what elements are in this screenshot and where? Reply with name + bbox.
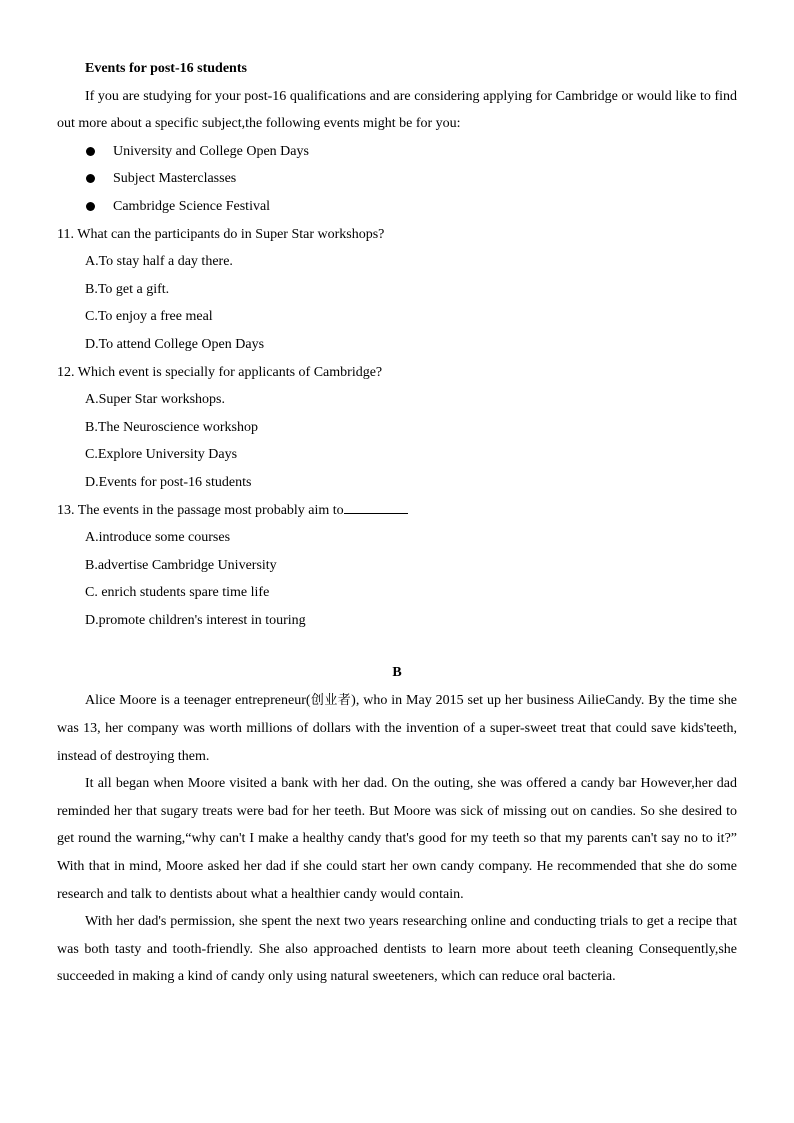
bullet-dot-icon xyxy=(86,202,95,211)
option-c: C. enrich students spare time life xyxy=(85,585,270,601)
section-b-title: B xyxy=(392,665,402,681)
question-13 xyxy=(57,497,737,635)
bullet-dot-icon xyxy=(86,147,95,156)
bullet-item: Subject Masterclasses xyxy=(57,165,737,193)
events-intro: If you are studying for your post-16 qualifications and are considering applying for Cambridge or would like to find out more about a specific subject,the following events might be for you: xyxy=(57,88,737,132)
bullet-dot-icon xyxy=(86,174,95,183)
bullet-item: Cambridge Science Festival xyxy=(57,193,737,221)
option-a: A.introduce some courses xyxy=(85,530,231,546)
answer-blank xyxy=(344,497,408,514)
question-stem: 13. The events in the passage most probably aim to xyxy=(57,502,344,518)
option-a: A.To stay half a day there. xyxy=(85,254,233,270)
option-b: B.advertise Cambridge University xyxy=(85,557,277,573)
section-spacer xyxy=(57,634,737,658)
option-b: B.The Neuroscience workshop xyxy=(85,419,259,435)
option-c: C.To enjoy a free meal xyxy=(85,309,213,325)
question-12 xyxy=(57,359,737,497)
passage-paragraph-3: With her dad's permission, she spent the next two years researching online and conducting trials to get a recipe that was both tasty and tooth-friendly. She also approached dentists to learn more about teeth cleaning Consequently,she succeeded in making a kind of candy only using natural sweeteners, which can reduce oral bacteria. xyxy=(57,914,737,985)
question-stem: 12. Which event is specially for applicants of Cambridge? xyxy=(57,364,383,380)
passage-paragraph-2: It all began when Moore visited a bank with her dad. On the outing, she was offered a candy bar However,her dad reminded her that sugary treats were bad for her teeth. But Moore was sick of missing out on candies. So she desired to get round the warning,“why can't I make a healthy candy that's good for my teeth so that my parents can't say no to it?” With that in mind, Moore asked her dad if she could start her own candy company. He recommended that she do some research and talk to dentists about what a healthier candy would contain. xyxy=(57,776,737,902)
events-bullet-list xyxy=(57,138,737,221)
passage-paragraph-1: Alice Moore is a teenager entrepreneur(创业者), who in May 2015 set up her business AilieCandy. By the time she was 13, her company was worth millions of dollars with the invention of a super-sweet treat that could save kids'teeth, instead of destroying them. xyxy=(57,693,737,764)
option-d: D.promote children's interest in touring xyxy=(85,612,306,628)
question-11 xyxy=(57,221,737,359)
question-stem: 11. What can the participants do in Super Star workshops? xyxy=(57,226,385,242)
option-c: C.Explore University Days xyxy=(85,447,238,463)
option-a: A.Super Star workshops. xyxy=(85,392,225,408)
question-stem-row xyxy=(57,497,737,525)
option-d: D.Events for post-16 students xyxy=(85,474,252,490)
events-heading: Events for post-16 students xyxy=(85,61,247,76)
option-b: B.To get a gift. xyxy=(85,281,170,297)
option-d: D.To attend College Open Days xyxy=(85,336,265,352)
document-page xyxy=(57,55,737,991)
bullet-item: University and College Open Days xyxy=(57,138,737,166)
